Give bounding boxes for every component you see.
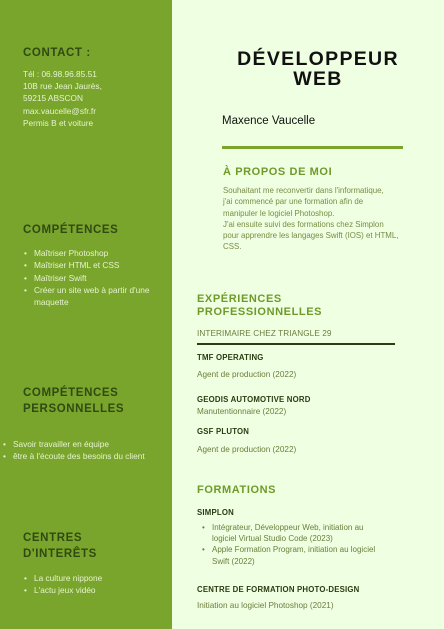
- experience-heading-line2: PROFESSIONNELLES: [197, 306, 323, 318]
- first-role: INTERIMAIRE CHEZ TRIANGLE 29: [197, 329, 332, 338]
- list-item: • Maîtriser Swift: [22, 272, 152, 284]
- job-role: Agent de production (2022): [197, 370, 297, 379]
- job-role: Agent de production (2022): [197, 445, 297, 454]
- school-name: SIMPLON: [197, 508, 234, 517]
- skills-list: [22, 247, 152, 308]
- list-item-line: • Intégrateur, Développeur Web, initiation au: [212, 523, 364, 532]
- page-title-line2: WEB: [293, 68, 343, 90]
- page-title-line1: DÉVELOPPEUR: [237, 48, 399, 70]
- about-line: pour apprendre les langages Swift (IOS) et HTML,: [223, 231, 399, 241]
- list-item: • Créer un site web à partir d'une maquette: [22, 284, 152, 309]
- list-item: • L'actu jeux vidéo: [22, 584, 162, 596]
- experience-heading-line1: EXPÉRIENCES: [197, 293, 282, 305]
- list-item: • Savoir travailler en équipe: [1, 438, 171, 450]
- job-company: GEODIS AUTOMOTIVE NORD: [197, 395, 311, 404]
- contact-city: 59215 ABSCON: [23, 93, 83, 104]
- school-detail: Initiation au logiciel Photoshop (2021): [197, 601, 334, 610]
- list-item: • La culture nippone: [22, 572, 162, 584]
- interests-list: [22, 572, 162, 597]
- job-company: GSF PLUTON: [197, 427, 250, 436]
- personal-skills-heading: [23, 385, 124, 417]
- contact-license: Permis B et voiture: [23, 117, 94, 128]
- list-item: • être à l'écoute des besoins du client: [1, 450, 171, 462]
- contact-block: [23, 68, 102, 129]
- about-line: Souhaitant me reconvertir dans l'informatique,: [223, 186, 384, 195]
- about-line: manipuler le logiciel Photoshop.: [223, 208, 335, 218]
- formations-heading: FORMATIONS: [197, 484, 277, 496]
- job-role: Manutentionnaire (2022): [197, 407, 287, 416]
- experience-divider: [197, 343, 395, 345]
- interests-heading-line2: D'INTERÊTS: [23, 548, 97, 560]
- personal-skills-heading-line2: PERSONNELLES: [23, 403, 125, 415]
- list-item-line: • Apple Formation Program, initiation au logiciel: [212, 545, 376, 555]
- name-divider: [222, 146, 403, 149]
- about-line: j'ai commencé par une formation afin de: [223, 197, 364, 207]
- list-item: • Maîtriser HTML et CSS: [22, 259, 152, 271]
- simplon-list: [197, 522, 412, 567]
- about-heading: À PROPOS DE MOI: [223, 166, 333, 178]
- list-item: • Maîtriser Photoshop: [22, 247, 152, 259]
- skills-heading: COMPÉTENCES: [23, 224, 119, 236]
- list-item-line: Swift (2022): [212, 556, 255, 566]
- list-item-line: logiciel Virtual Studio Code (2023): [212, 534, 333, 544]
- about-text: [223, 185, 428, 253]
- about-line: CSS.: [223, 242, 242, 252]
- school-name: CENTRE DE FORMATION PHOTO-DESIGN: [197, 585, 360, 594]
- personal-skills-list: [1, 438, 171, 463]
- contact-phone: Tél : 06.98.96.85.51: [23, 69, 97, 79]
- experience-heading: [197, 293, 322, 319]
- interests-heading: [23, 530, 97, 562]
- contact-street: 10B rue Jean Jaurès,: [23, 81, 102, 92]
- job-company: TMF OPERATING: [197, 353, 264, 362]
- personal-skills-heading-line1: COMPÉTENCES: [23, 387, 119, 399]
- page-title: [208, 49, 428, 89]
- about-line: J'ai ensuite suivi des formations chez Simplon: [223, 219, 384, 229]
- contact-email: max.vaucelle@sfr.fr: [23, 105, 96, 116]
- candidate-name: Maxence Vaucelle: [222, 115, 316, 127]
- contact-heading: CONTACT :: [23, 47, 91, 59]
- list-item: [197, 522, 412, 544]
- list-item: [197, 544, 412, 566]
- interests-heading-line1: CENTRES: [23, 532, 83, 544]
